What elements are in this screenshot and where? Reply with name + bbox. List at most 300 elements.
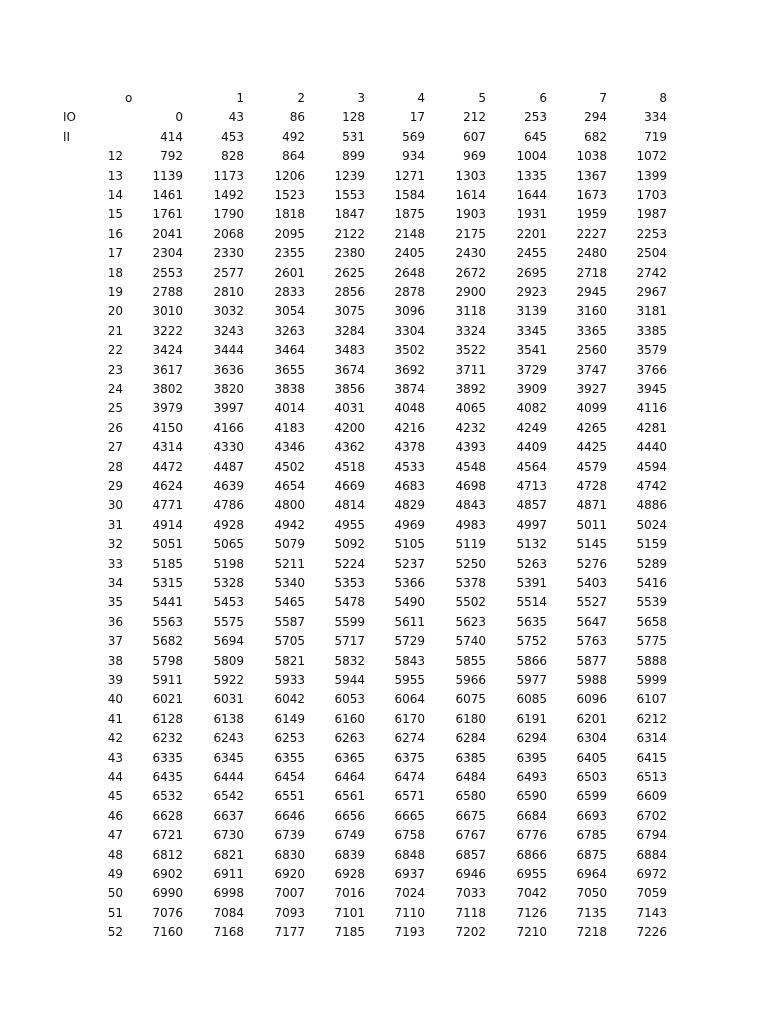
column-header: 7 xyxy=(599,91,607,105)
table-cell: 414 xyxy=(160,129,183,144)
table-cell: 6160 xyxy=(334,711,365,726)
table-cell: 5051 xyxy=(152,537,183,552)
table-cell: 17 xyxy=(409,110,425,125)
table-cell: 3096 xyxy=(394,304,425,319)
table-cell: 5599 xyxy=(334,614,365,629)
table-cell: 4440 xyxy=(636,440,667,455)
table-cell: 6464 xyxy=(334,770,365,784)
table-cell: 4116 xyxy=(636,401,667,416)
table-cell: 3927 xyxy=(576,382,607,396)
table-cell: 5843 xyxy=(394,653,425,668)
table-cell: 3729 xyxy=(516,362,547,377)
table-cell: 5403 xyxy=(576,576,607,590)
table-cell: 5011 xyxy=(576,517,607,532)
table-cell: 2878 xyxy=(394,285,425,299)
column-header: 8 xyxy=(659,91,667,105)
table-cell: 4624 xyxy=(152,479,183,493)
table-cell: 4969 xyxy=(394,517,425,532)
table-row xyxy=(0,768,768,787)
table-cell: 1303 xyxy=(455,168,486,183)
table-cell: 6096 xyxy=(576,692,607,707)
table-cell: 682 xyxy=(584,129,607,144)
table-cell: 5798 xyxy=(152,653,183,668)
table-cell: 5514 xyxy=(516,595,547,610)
table-cell: 2967 xyxy=(636,285,667,299)
table-cell: 5694 xyxy=(213,634,244,649)
table-cell: 3655 xyxy=(274,362,305,377)
table-cell: 2175 xyxy=(455,226,486,241)
table-cell: 6684 xyxy=(516,808,547,823)
table-cell: 6637 xyxy=(213,808,244,823)
table-row xyxy=(0,613,768,632)
table-cell: 5635 xyxy=(516,614,547,629)
table-cell: 6590 xyxy=(516,789,547,804)
table-cell: 1584 xyxy=(394,188,425,202)
table-cell: 4502 xyxy=(274,459,305,474)
row-label: 27 xyxy=(107,440,123,455)
table-cell: 6551 xyxy=(274,789,305,804)
table-cell: 6839 xyxy=(334,847,365,862)
table-cell: 4548 xyxy=(455,459,486,474)
table-cell: 3856 xyxy=(334,382,365,396)
row-label: 38 xyxy=(107,653,123,668)
table-cell: 2455 xyxy=(516,246,547,261)
table-cell: 7202 xyxy=(455,925,486,940)
table-cell: 3802 xyxy=(152,382,183,396)
table-row xyxy=(0,555,768,574)
table-cell: 6955 xyxy=(516,867,547,881)
table-cell: 3674 xyxy=(334,362,365,377)
table-cell: 2945 xyxy=(576,285,607,299)
table-cell: 4983 xyxy=(455,517,486,532)
table-cell: 3997 xyxy=(213,401,244,416)
table-cell: 5465 xyxy=(274,595,305,610)
table-cell: 5717 xyxy=(334,634,365,649)
table-row xyxy=(0,923,768,942)
table-cell: 5079 xyxy=(274,537,305,552)
column-header: 1 xyxy=(236,91,244,105)
table-cell: 5752 xyxy=(516,634,547,649)
table-cell: 3579 xyxy=(636,343,667,358)
table-cell: 4425 xyxy=(576,440,607,455)
row-label: 20 xyxy=(107,304,123,319)
table-cell: 6928 xyxy=(334,867,365,881)
table-cell: 4346 xyxy=(274,440,305,455)
table-cell: 1644 xyxy=(516,188,547,202)
table-cell: 4533 xyxy=(394,459,425,474)
table-cell: 6314 xyxy=(636,731,667,746)
table-cell: 6794 xyxy=(636,828,667,843)
table-cell: 6561 xyxy=(334,789,365,804)
table-cell: 2380 xyxy=(334,246,365,261)
row-label: 25 xyxy=(107,401,123,416)
table-cell: 899 xyxy=(342,149,365,164)
table-cell: 1399 xyxy=(636,168,667,183)
table-cell: 2695 xyxy=(516,265,547,280)
table-cell: 6149 xyxy=(274,711,305,726)
table-cell: 2648 xyxy=(394,265,425,280)
table-cell: 6345 xyxy=(213,750,244,765)
table-cell: 253 xyxy=(524,110,547,125)
table-cell: 4330 xyxy=(213,440,244,455)
row-label: II xyxy=(63,129,71,144)
table-cell: 6532 xyxy=(152,789,183,804)
table-row xyxy=(0,826,768,845)
table-cell: 6503 xyxy=(576,770,607,784)
table-row xyxy=(0,729,768,748)
table-cell: 2900 xyxy=(455,285,486,299)
table-cell: 1492 xyxy=(213,188,244,202)
table-cell: 7101 xyxy=(334,905,365,920)
row-label: 49 xyxy=(107,867,123,881)
table-cell: 5198 xyxy=(213,556,244,571)
table-cell: 2330 xyxy=(213,246,244,261)
table-cell: 3820 xyxy=(213,382,244,396)
table-row xyxy=(0,846,768,865)
table-cell: 6444 xyxy=(213,770,244,784)
table-cell: 7007 xyxy=(274,886,305,901)
row-label: IO xyxy=(63,110,76,125)
table-cell: 2504 xyxy=(636,246,667,261)
row-label: 36 xyxy=(107,614,123,629)
table-cell: 3444 xyxy=(213,343,244,358)
table-cell: 4183 xyxy=(274,420,305,435)
table-cell: 5977 xyxy=(516,673,547,687)
row-label: 47 xyxy=(107,828,123,843)
table-cell: 1461 xyxy=(152,188,183,202)
table-cell: 6304 xyxy=(576,731,607,746)
table-cell: 3464 xyxy=(274,343,305,358)
row-label: 35 xyxy=(107,595,123,610)
table-cell: 4362 xyxy=(334,440,365,455)
table-row xyxy=(0,322,768,341)
table-cell: 5527 xyxy=(576,595,607,610)
table-row xyxy=(0,186,768,205)
table-cell: 3909 xyxy=(516,382,547,396)
table-cell: 6866 xyxy=(516,847,547,862)
table-cell: 6721 xyxy=(152,828,183,843)
table-cell: 2577 xyxy=(213,265,244,280)
table-cell: 5289 xyxy=(636,556,667,571)
table-cell: 5647 xyxy=(576,614,607,629)
table-cell: 7177 xyxy=(274,925,305,940)
table-cell: 6902 xyxy=(152,867,183,881)
table-cell: 7185 xyxy=(334,925,365,940)
table-cell: 6107 xyxy=(636,692,667,707)
table-cell: 3263 xyxy=(274,323,305,338)
table-cell: 4914 xyxy=(152,517,183,532)
column-header: o xyxy=(125,91,133,105)
table-cell: 7084 xyxy=(213,905,244,920)
table-row xyxy=(0,593,768,612)
table-cell: 6042 xyxy=(274,692,305,707)
table-cell: 1004 xyxy=(516,149,547,164)
table-cell: 6243 xyxy=(213,731,244,746)
table-cell: 6075 xyxy=(455,692,486,707)
table-row xyxy=(0,535,768,554)
table-cell: 3838 xyxy=(274,382,305,396)
table-cell: 3541 xyxy=(516,343,547,358)
table-cell: 6609 xyxy=(636,789,667,804)
table-cell: 6128 xyxy=(152,711,183,726)
table-cell: 492 xyxy=(282,129,305,144)
table-cell: 4216 xyxy=(394,420,425,435)
table-cell: 3747 xyxy=(576,362,607,377)
table-cell: 6972 xyxy=(636,867,667,881)
table-cell: 6454 xyxy=(274,770,305,784)
table-cell: 3385 xyxy=(636,323,667,338)
table-cell: 2553 xyxy=(152,265,183,280)
table-cell: 7016 xyxy=(334,886,365,901)
table-cell: 6646 xyxy=(274,808,305,823)
table-cell: 5490 xyxy=(394,595,425,610)
table-cell: 2672 xyxy=(455,265,486,280)
table-cell: 3365 xyxy=(576,323,607,338)
table-row xyxy=(0,458,768,477)
table-cell: 864 xyxy=(282,149,305,164)
table-cell: 3181 xyxy=(636,304,667,319)
table-cell: 6911 xyxy=(213,867,244,881)
table-row xyxy=(0,225,768,244)
row-label: 17 xyxy=(107,246,123,261)
table-row xyxy=(0,477,768,496)
table-cell: 4166 xyxy=(213,420,244,435)
table-cell: 6656 xyxy=(334,808,365,823)
table-cell: 1072 xyxy=(636,149,667,164)
table-row xyxy=(0,399,768,418)
table-cell: 7059 xyxy=(636,886,667,901)
table-cell: 6365 xyxy=(334,750,365,765)
table-cell: 2227 xyxy=(576,226,607,241)
table-cell: 3979 xyxy=(152,401,183,416)
table-cell: 2625 xyxy=(334,265,365,280)
table-cell: 2856 xyxy=(334,285,365,299)
table-cell: 6848 xyxy=(394,847,425,862)
table-cell: 5453 xyxy=(213,595,244,610)
table-cell: 1847 xyxy=(334,207,365,222)
table-cell: 1875 xyxy=(394,207,425,222)
table-cell: 607 xyxy=(463,129,486,144)
table-cell: 4409 xyxy=(516,440,547,455)
table-cell: 4698 xyxy=(455,479,486,493)
row-label: 39 xyxy=(107,673,123,687)
table-cell: 6355 xyxy=(274,750,305,765)
table-cell: 1139 xyxy=(152,168,183,183)
table-cell: 7118 xyxy=(455,905,486,920)
table-cell: 531 xyxy=(342,129,365,144)
table-cell: 5539 xyxy=(636,595,667,610)
table-cell: 7126 xyxy=(516,905,547,920)
table-cell: 6375 xyxy=(394,750,425,765)
table-cell: 1818 xyxy=(274,207,305,222)
table-row xyxy=(0,807,768,826)
table-cell: 5855 xyxy=(455,653,486,668)
table-cell: 5441 xyxy=(152,595,183,610)
table-cell: 212 xyxy=(463,110,486,125)
table-cell: 3304 xyxy=(394,323,425,338)
table-cell: 6812 xyxy=(152,847,183,862)
table-cell: 3345 xyxy=(516,323,547,338)
table-cell: 6201 xyxy=(576,711,607,726)
table-cell: 5328 xyxy=(213,576,244,590)
table-cell: 4683 xyxy=(394,479,425,493)
table-cell: 4829 xyxy=(394,498,425,513)
table-cell: 6946 xyxy=(455,867,486,881)
table-cell: 6875 xyxy=(576,847,607,862)
table-cell: 3522 xyxy=(455,343,486,358)
table-cell: 6857 xyxy=(455,847,486,862)
table-cell: 3118 xyxy=(455,304,486,319)
row-label: 45 xyxy=(107,789,123,804)
table-cell: 3284 xyxy=(334,323,365,338)
table-cell: 2405 xyxy=(394,246,425,261)
table-row xyxy=(0,438,768,457)
table-cell: 6021 xyxy=(152,692,183,707)
table-cell: 6031 xyxy=(213,692,244,707)
row-label: 18 xyxy=(107,265,123,280)
table-cell: 2253 xyxy=(636,226,667,241)
table-cell: 7135 xyxy=(576,905,607,920)
table-cell: 6191 xyxy=(516,711,547,726)
column-header: 5 xyxy=(478,91,486,105)
table-row xyxy=(0,341,768,360)
table-cell: 3424 xyxy=(152,343,183,358)
table-cell: 3160 xyxy=(576,304,607,319)
table-row xyxy=(0,167,768,186)
table-cell: 4014 xyxy=(274,401,305,416)
table-row xyxy=(0,749,768,768)
table-cell: 7093 xyxy=(274,905,305,920)
table-cell: 934 xyxy=(402,149,425,164)
table-cell: 3892 xyxy=(455,382,486,396)
table-cell: 5705 xyxy=(274,634,305,649)
table-cell: 4814 xyxy=(334,498,365,513)
table-cell: 6571 xyxy=(394,789,425,804)
table-row xyxy=(0,787,768,806)
table-row xyxy=(0,710,768,729)
table-cell: 3945 xyxy=(636,382,667,396)
table-cell: 6493 xyxy=(516,770,547,784)
table-cell: 43 xyxy=(228,110,244,125)
table-cell: 4314 xyxy=(152,440,183,455)
table-cell: 5250 xyxy=(455,556,486,571)
row-label: 21 xyxy=(107,323,123,338)
table-cell: 792 xyxy=(160,149,183,164)
table-cell: 6580 xyxy=(455,789,486,804)
table-cell: 1761 xyxy=(152,207,183,222)
table-cell: 3324 xyxy=(455,323,486,338)
table-cell: 6415 xyxy=(636,750,667,765)
table-row xyxy=(0,108,768,127)
table-cell: 5092 xyxy=(334,537,365,552)
table-cell: 1206 xyxy=(274,168,305,183)
table-cell: 2833 xyxy=(274,285,305,299)
table-cell: 2788 xyxy=(152,285,183,299)
table-cell: 6138 xyxy=(213,711,244,726)
table-cell: 4997 xyxy=(516,517,547,532)
table-cell: 3692 xyxy=(394,362,425,377)
table-row xyxy=(0,865,768,884)
table-cell: 6749 xyxy=(334,828,365,843)
table-cell: 6821 xyxy=(213,847,244,862)
column-header: 3 xyxy=(357,91,365,105)
row-label: 44 xyxy=(107,770,123,784)
table-cell: 6385 xyxy=(455,750,486,765)
row-label: 43 xyxy=(107,750,123,765)
table-cell: 5729 xyxy=(394,634,425,649)
table-cell: 3483 xyxy=(334,343,365,358)
table-cell: 7050 xyxy=(576,886,607,901)
table-cell: 7076 xyxy=(152,905,183,920)
row-label: 31 xyxy=(107,517,123,532)
table-cell: 6232 xyxy=(152,731,183,746)
table-cell: 6053 xyxy=(334,692,365,707)
table-cell: 5065 xyxy=(213,537,244,552)
table-cell: 2068 xyxy=(213,226,244,241)
table-cell: 5340 xyxy=(274,576,305,590)
table-cell: 4099 xyxy=(576,401,607,416)
table-cell: 6284 xyxy=(455,731,486,746)
row-label: 41 xyxy=(107,711,123,726)
table-cell: 5211 xyxy=(274,556,305,571)
table-cell: 5132 xyxy=(516,537,547,552)
table-cell: 2355 xyxy=(274,246,305,261)
table-cell: 5119 xyxy=(455,537,486,552)
table-row xyxy=(0,884,768,903)
table-cell: 7110 xyxy=(394,905,425,920)
table-cell: 7042 xyxy=(516,886,547,901)
table-cell: 6990 xyxy=(152,886,183,901)
table-cell: 3766 xyxy=(636,362,667,377)
table-cell: 1959 xyxy=(576,207,607,222)
table-cell: 4265 xyxy=(576,420,607,435)
table-cell: 5353 xyxy=(334,576,365,590)
table-cell: 1271 xyxy=(394,168,425,183)
table-cell: 5988 xyxy=(576,673,607,687)
row-label: 24 xyxy=(107,382,123,396)
table-cell: 334 xyxy=(644,110,667,125)
table-cell: 5563 xyxy=(152,614,183,629)
table-cell: 5185 xyxy=(152,556,183,571)
table-cell: 4928 xyxy=(213,517,244,532)
table-cell: 4579 xyxy=(576,459,607,474)
row-label: 15 xyxy=(107,207,123,222)
table-cell: 645 xyxy=(524,129,547,144)
table-cell: 2041 xyxy=(152,226,183,241)
row-label: 40 xyxy=(107,692,123,707)
table-cell: 7218 xyxy=(576,925,607,940)
table-cell: 2742 xyxy=(636,265,667,280)
table-cell: 1903 xyxy=(455,207,486,222)
table-cell: 6484 xyxy=(455,770,486,784)
table-cell: 2304 xyxy=(152,246,183,261)
table-cell: 6294 xyxy=(516,731,547,746)
table-cell: 6758 xyxy=(394,828,425,843)
table-cell: 2095 xyxy=(274,226,305,241)
row-label: 52 xyxy=(107,925,123,940)
table-cell: 7143 xyxy=(636,905,667,920)
table-cell: 1931 xyxy=(516,207,547,222)
table-cell: 6830 xyxy=(274,847,305,862)
table-cell: 6513 xyxy=(636,770,667,784)
row-label: 34 xyxy=(107,576,123,590)
table-cell: 6665 xyxy=(394,808,425,823)
table-cell: 3617 xyxy=(152,362,183,377)
table-row xyxy=(0,302,768,321)
table-row xyxy=(0,361,768,380)
row-label: 32 xyxy=(107,537,123,552)
table-cell: 4065 xyxy=(455,401,486,416)
